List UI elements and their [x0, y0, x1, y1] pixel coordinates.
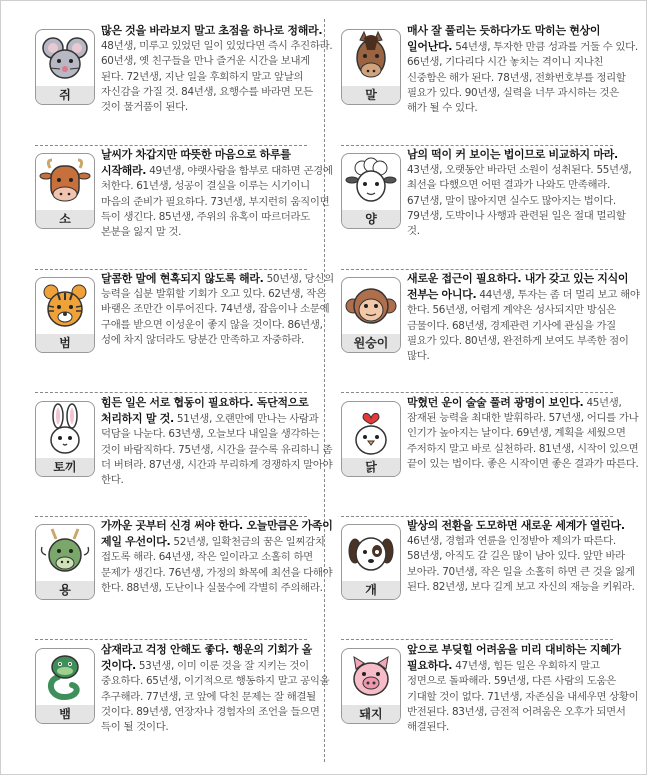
zodiac-card	[35, 277, 95, 353]
horoscope-entry-dog	[341, 518, 641, 636]
zodiac-label: 뱀	[36, 705, 94, 723]
entry-headline: 달콤한 말에 현혹되지 않도록 해라.	[101, 272, 264, 285]
zodiac-label: 소	[36, 210, 94, 228]
entry-body: 48년생, 미루고 있었던 일이 있었다면 즉시 추진하라. 60년생, 옛 친구들을 만나 즐거운 시간을 보내게 된다. 72년생, 지난 일을 후회하지 말고 앞날의 자신감을 가질 것. 84년생, 요행수를 바라면 모든 것이 물거품이 된다.	[101, 40, 333, 114]
horoscope-entry-dragon	[35, 518, 335, 636]
horoscope-entry-snake	[35, 642, 335, 760]
row-divider	[35, 392, 307, 393]
row-divider	[35, 639, 307, 640]
zodiac-label: 돼지	[342, 705, 400, 723]
row-divider	[35, 516, 307, 517]
zodiac-card	[341, 401, 401, 477]
horoscope-entry-pig	[341, 642, 641, 760]
row-divider	[35, 269, 307, 270]
zodiac-label: 닭	[342, 458, 400, 476]
zodiac-card	[341, 29, 401, 105]
entry-headline: 가까운 곳부터 신경 써야 한다. 오늘만큼은 가족이 제일 우선이다.	[101, 519, 333, 549]
entry-body: 54년생, 투자한 만큼 성과를 거둘 수 있다. 66년생, 기다리다 시간 놓치는 격이니 지나친 신중함은 해가 된다. 78년생, 전화번호부를 정리할 필요가 있다. 90년생, 실력을 너무 과시하는 것은 해가 될 수 있다.	[407, 41, 638, 115]
zodiac-label: 용	[36, 581, 94, 599]
entry-headline: 발상의 전환을 도모하면 새로운 세계가 열린다.	[407, 519, 625, 532]
entry-body: 53년생, 이미 이룬 것을 잘 지키는 것이 중요하다. 65년생, 이기적으로 행동하지 말고 공익을 추구해라. 77년생, 코 앞에 닥친 문제는 잘 해결될 것이다. 89년생, 연장자나 경험자의 조언을 들으면 득이 될 것이다.	[101, 660, 330, 734]
chicken-icon	[342, 402, 400, 458]
zodiac-card	[35, 29, 95, 105]
rabbit-icon	[36, 402, 94, 458]
zodiac-card	[35, 153, 95, 229]
entry-headline: 날씨가 차갑지만 따뜻한 마음으로 하루를 시작해라.	[101, 148, 291, 178]
snake-icon	[36, 649, 94, 705]
sheep-icon	[342, 154, 400, 210]
entry-headline: 새로운 접근이 필요하다. 내가 갖고 있는 지식이 전부는 아니다.	[407, 272, 629, 302]
entry-headline: 남의 떡이 커 보이는 법이므로 비교하지 마라.	[407, 148, 618, 161]
horoscope-entry-monkey	[341, 271, 641, 389]
horoscope-entry-rooster	[341, 395, 641, 513]
entry-body: 49년생, 야랫사람을 함부로 대하면 곤경에 처한다. 61년생, 성공이 결실을 이루는 시기이니 마음의 준비가 필요하다. 73년생, 부지런히 움직이면 득이 생긴다. 85년생, 주위의 유혹이 따르더라도 본분을 잃지 말 것.	[101, 165, 333, 239]
horoscope-entry-tiger	[35, 271, 335, 389]
entry-body: 43년생, 오랫동안 바라던 소원이 성취된다. 55년생, 최선을 다했으면 어떤 결과가 나와도 만족해라. 67년생, 말이 많아지면 실수도 많아지는 법이다. 79년생, 도박이나 사행과 관련된 일은 절대 멀리할 것.	[407, 164, 632, 238]
entry-headline: 막혔던 운이 술술 풀려 광명이 보인다.	[407, 396, 584, 409]
row-divider	[341, 516, 613, 517]
zodiac-label: 원숭이	[342, 334, 400, 352]
dragon-icon	[36, 525, 94, 581]
entry-body: 52년생, 일확천금의 꿈은 일찌감치 접도록 해라. 64년생, 작은 일이라고 소홀히 하면 문제가 생긴다. 76년생, 가정의 화목에 최선을 다해야 한다. 88년생, 도난이나 실물수에 각별히 주의해라.	[101, 536, 333, 594]
horoscope-entry-horse	[341, 23, 641, 141]
zodiac-label: 범	[36, 334, 94, 352]
entry-body: 50년생, 당신의 능력을 십분 발휘할 기회가 오고 있다. 62년생, 작은 바램은 조만간 이루어진다. 74년생, 잡음이나 소문에 구애를 받으면 이성운이 좋지 않을 것이다. 86년생, 성에 차지 않더라도 당분간 만족하고 자중하라.	[101, 273, 334, 346]
entry-headline: 앞으로 부딪힐 어려움을 미리 대비하는 지혜가 필요하다.	[407, 643, 621, 673]
zodiac-card	[341, 277, 401, 353]
horse-icon	[342, 30, 400, 86]
zodiac-label: 쥐	[36, 86, 94, 104]
row-divider	[341, 392, 613, 393]
entry-headline: 힘든 일은 서로 협동이 필요하다. 독단적으로 처리하지 말 것.	[101, 396, 309, 426]
entry-body: 46년생, 경험과 연륜을 인정받아 제의가 따른다. 58년생, 아직도 갈 길은 많이 남아 있다. 앞만 바라 보아라. 70년생, 작은 일을 소홀히 하면 큰 것을 잃게 된다. 82년생, 보다 길게 보고 자신의 재능을 키워라.	[407, 535, 635, 593]
entry-headline: 많은 것을 바라보지 말고 초점을 하나로 정해라.	[101, 24, 323, 37]
entry-body: 44년생, 투자는 좀 더 멀리 보고 해야 한다. 56년생, 어렵게 계약은 성사되지만 방심은 금물이다. 68년생, 경제관련 기사에 관심을 가질 필요가 있다. 80년생, 완전하게 보여도 부족한 점이 많다.	[407, 289, 640, 363]
horoscope-entry-rat	[35, 23, 335, 141]
row-divider	[341, 269, 613, 270]
entry-headline: 삼재라고 걱정 안해도 좋다. 행운의 기회가 올 것이다.	[101, 643, 312, 673]
entry-headline: 매사 잘 풀리는 듯하다가도 막히는 현상이 일어난다.	[407, 24, 601, 54]
row-divider	[341, 145, 613, 146]
horoscope-entry-ox	[35, 147, 335, 265]
dog-icon	[342, 525, 400, 581]
zodiac-card	[35, 648, 95, 724]
zodiac-card	[341, 524, 401, 600]
mouse-icon	[36, 30, 94, 86]
zodiac-card	[35, 524, 95, 600]
tiger-icon	[36, 278, 94, 334]
cow-icon	[36, 154, 94, 210]
row-divider	[35, 145, 307, 146]
monkey-icon	[342, 278, 400, 334]
horoscope-entry-sheep	[341, 147, 641, 265]
zodiac-card	[341, 648, 401, 724]
zodiac-card	[341, 153, 401, 229]
entry-body: 51년생, 오랜만에 만나는 사람과 덕담을 나눈다. 63년생, 오늘보다 내일을 생각하는 것이 바람직하다. 75년생, 시간을 끌수록 유리하니 좀 더 버텨라. 87년생, 시간과 무리하게 경쟁하지 말아야 한다.	[101, 413, 333, 487]
zodiac-card	[35, 401, 95, 477]
zodiac-label: 말	[342, 86, 400, 104]
entry-body: 47년생, 힘든 일은 우회하지 말고 정면으로 돌파해라. 59년생, 다른 사람의 도움은 기대할 것이 없다. 71년생, 자존심을 내세우면 상황이 반전된다. 83년생, 금전적 어려움은 오후가 되면서 해결된다.	[407, 660, 639, 734]
row-divider	[341, 639, 613, 640]
horoscope-entry-rabbit	[35, 395, 335, 513]
pig-icon	[342, 649, 400, 705]
entry-body: 45년생, 잠재된 능력을 최대한 발휘하라. 57년생, 어디를 가나 인기가 높아지는 날이다. 69년생, 계획을 세웠으면 주저하지 말고 바로 실천하라. 81년생, 시작이 있으면 끝이 있는 법이다. 좋은 시작이면 좋은 결과가 따른다.	[407, 397, 639, 470]
zodiac-label: 양	[342, 210, 400, 228]
zodiac-label: 토끼	[36, 458, 94, 476]
zodiac-label: 개	[342, 581, 400, 599]
